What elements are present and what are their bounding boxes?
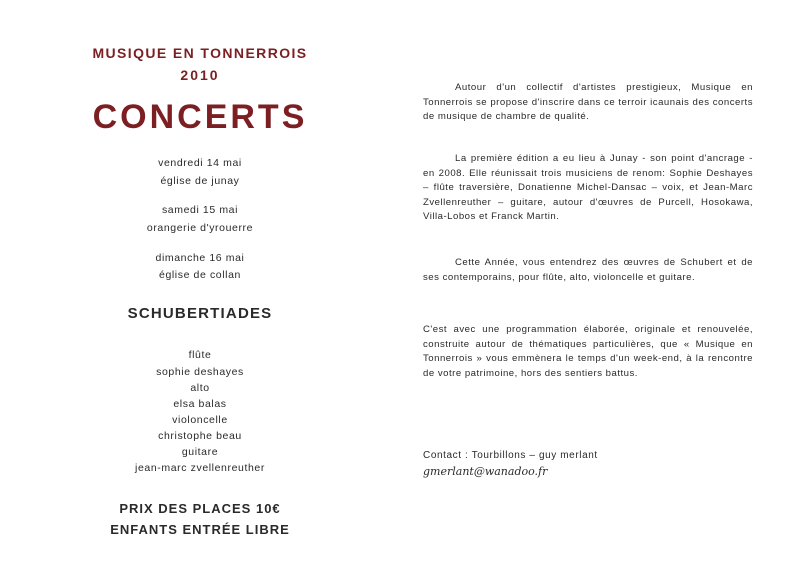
instrument-3: violoncelle [172, 414, 228, 426]
instrument-2: alto [190, 382, 210, 394]
instrument-4: guitare [181, 446, 219, 458]
contact-email[interactable]: gmerlant@wanadoo.fr [423, 465, 548, 478]
contact-line: Contact : Tourbillons – guy merlant [423, 450, 598, 461]
children-free-entry: ENFANTS ENTRÉE LIBRE [110, 522, 290, 537]
concert-date-3: dimanche 16 mai [155, 252, 245, 264]
program-title: SCHUBERTIADES [127, 305, 273, 322]
description-paragraph-4: C'est avec une programmation élaborée, originale et renouvelée, construite autour de thématiques particulières, que « Musique en Tonnerrois » vous emmènera le temps d'un week-end, à la rencontre de votre patrimoine, hors des sentiers battus. [423, 324, 753, 379]
musician-2: elsa balas [173, 398, 227, 410]
musician-3: christophe beau [158, 430, 242, 442]
description-paragraph-1: Autour d'un collectif d'artistes prestigieux, Musique en Tonnerrois se propose d'inscrire dans ce terroir icaunais des concerts de musique de chambre de qualité. [423, 82, 753, 123]
organization-name: MUSIQUE EN TONNERROIS [92, 45, 308, 61]
concert-date-1: vendredi 14 mai [158, 157, 242, 169]
musician-4: jean-marc zvellenreuther [135, 462, 265, 474]
instrument-1: flûte [188, 349, 212, 361]
concert-place-1: église de junay [160, 175, 240, 187]
right-panel [423, 0, 753, 565]
concert-place-3: église de collan [159, 269, 241, 281]
concert-date-2: samedi 15 mai [161, 204, 239, 216]
ticket-price: PRIX DES PLACES 10€ [119, 501, 281, 516]
concert-place-2: orangerie d'yrouerre [146, 222, 254, 234]
description-paragraph-3: Cette Année, vous entendrez des œuvres de Schubert et de ses contemporains, pour flûte, alto, violoncelle et guitare. [423, 257, 753, 283]
description-paragraph-2: La première édition a eu lieu à Junay - son point d'ancrage - en 2008. Elle réunissait trois musiciens de renom: Sophie Deshayes – flûte traversière, Donatienne Michel-Dansac – voix, et Jean-Marc Zvellenreuther – guitare, autour d'œuvres de Purcell, Hosokawa, Villa-Lobos et Franck Martin. [423, 153, 753, 223]
page-title: CONCERTS [92, 98, 308, 136]
musician-1: sophie deshayes [156, 366, 244, 378]
organization-year: 2010 [180, 67, 220, 83]
